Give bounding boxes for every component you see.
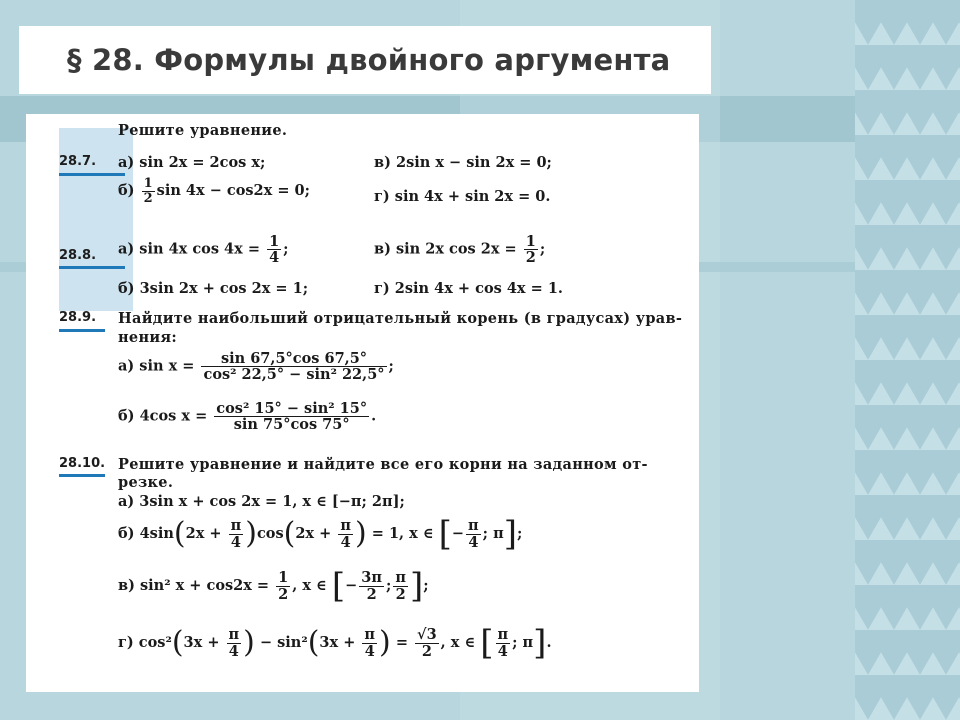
equation-part: в) sin² x + cos2x = — [118, 577, 270, 594]
equation-g: г) sin 4x + sin 2x = 0. — [374, 188, 551, 205]
problem-number: 28.8. — [59, 248, 97, 263]
equation-left: в) sin 2x cos 2x = — [374, 240, 517, 258]
problem-underline — [59, 474, 105, 477]
denominator: 4 — [362, 643, 377, 659]
equation-a: а) sin x = $\frac{\sin 67,5^\circ\cos 67,5^\circ}{\text{cos² 22,5° − sin² 22,5°}}$ ; — [118, 350, 394, 384]
denominator: 2 — [143, 190, 153, 206]
equation-part: − — [345, 577, 358, 594]
equation-part: 2x + — [185, 525, 222, 542]
equation-rest: sin 4x − cos2x = 0; — [156, 182, 310, 200]
equation-v: в) sin 2x cos 2x = $\frac{1}{2}$ ; — [374, 233, 546, 267]
equation-left: а) sin 4x cos 4x = — [118, 240, 260, 258]
denominator: 2 — [393, 586, 408, 602]
numerator: π — [230, 517, 242, 535]
problem-underline — [59, 266, 125, 269]
equation-part: = 1, x ∈ — [371, 525, 434, 542]
problem-underline — [59, 173, 125, 176]
denominator: 4 — [227, 643, 242, 659]
numerator: 1 — [269, 233, 280, 250]
numerator: π — [395, 569, 406, 587]
denominator: 4 — [466, 534, 481, 550]
item-label: б) — [118, 182, 135, 200]
equation-part: ; π — [512, 634, 534, 651]
equation-g: г) 2sin 4x + cos 4x = 1. — [374, 280, 563, 297]
textbook-page — [26, 114, 699, 692]
fraction — [227, 627, 242, 658]
equation-part: cos — [256, 525, 284, 542]
equation-part: 3x + — [319, 634, 356, 651]
equation-b: б) 3sin 2x + cos 2x = 1; — [118, 280, 309, 297]
numerator: π — [340, 517, 351, 535]
problem-text: резке. — [118, 474, 174, 491]
equation-v: в) 2sin x − sin 2x = 0; — [374, 154, 552, 171]
numerator: 1 — [143, 176, 153, 191]
fraction — [362, 627, 377, 658]
numerator: 3π — [361, 569, 382, 587]
fraction — [201, 351, 386, 382]
denominator: cos² 22,5° − sin² 22,5° — [203, 366, 385, 384]
denominator: 2 — [525, 249, 536, 267]
numerator: sin 67,5°cos 67,5° — [220, 350, 368, 367]
problem-intro: Решите уравнение. — [118, 122, 288, 139]
denominator: 2 — [415, 643, 439, 659]
numerator: cos² 15° − sin² 15° — [216, 400, 368, 417]
equation-part: г) cos² — [118, 634, 172, 651]
problem-underline — [59, 329, 105, 332]
page-title: § 28. Формулы двойного аргумента — [67, 43, 671, 77]
triangle-pattern — [855, 0, 960, 720]
fraction — [466, 518, 481, 549]
numerator: 1 — [525, 233, 536, 250]
problem-text: Найдите наибольший отрицательный корень (в градусах) урав- — [118, 310, 683, 327]
numerator: π — [497, 626, 509, 644]
equation-a: а) sin 4x cos 4x = $\frac{1}{4}$ ; — [118, 233, 289, 267]
fraction — [415, 627, 439, 658]
equation-part: = — [395, 634, 408, 651]
equation-part: 3x + — [183, 634, 220, 651]
numerator: π — [228, 626, 240, 644]
equation-part: 2x + — [295, 525, 332, 542]
equation-part: , x ∈ — [440, 634, 476, 651]
fraction — [276, 570, 290, 601]
numerator: 1 — [278, 569, 289, 587]
equation-a: а) sin 2x = 2cos x; — [118, 154, 266, 171]
numerator: √3 — [417, 626, 437, 644]
numerator: π — [364, 626, 376, 644]
denominator: 2 — [359, 586, 384, 602]
fraction — [338, 518, 353, 549]
problem-text: Решите уравнение и найдите все его корни на заданном от- — [118, 456, 648, 473]
equation-left: а) sin x = — [118, 357, 195, 375]
problem-text: нения: — [118, 329, 178, 346]
equation-part: б) 4sin — [118, 525, 174, 542]
fraction — [524, 234, 538, 265]
denominator: 4 — [496, 643, 511, 659]
denominator: sin 75°cos 75° — [214, 416, 369, 432]
denominator: 4 — [229, 534, 244, 550]
numerator: π — [468, 517, 479, 535]
equation-part: − — [451, 525, 465, 542]
equation-v: в) sin² x + cos2x = $\frac{1}{2}$ , x ∈ [− $\frac{3\pi}{2}$ ; $\frac{\pi}{2}$ ]; — [118, 566, 429, 606]
equation-left: б) 4cos x = — [118, 407, 208, 425]
equation-a: а) 3sin x + cos 2x = 1, x ∈ [−π; 2π]; — [118, 493, 405, 510]
equation-part: ; π — [482, 525, 504, 542]
denominator: 2 — [278, 585, 289, 603]
slide-header — [19, 26, 711, 94]
problem-number: 28.10. — [59, 456, 106, 471]
fraction — [496, 627, 511, 658]
problem-number: 28.9. — [59, 310, 97, 325]
equation-b — [118, 177, 310, 205]
fraction — [393, 570, 408, 601]
fraction — [142, 177, 155, 205]
denominator: 4 — [269, 249, 280, 267]
equation-part: − sin² — [259, 634, 308, 651]
equation-part: , x ∈ — [292, 577, 327, 594]
denominator: 4 — [338, 534, 353, 550]
problem-number: 28.7. — [59, 154, 97, 169]
fraction — [267, 234, 281, 265]
fraction — [214, 401, 369, 432]
equation-b: б) 4sin(2x + $\frac{\pi}{4}$ )cos(2x + $\frac{\pi}{4}$ ) = 1, x ∈ [− $\frac{\pi}{4}$ ; π]; — [118, 514, 523, 554]
fraction — [359, 570, 384, 601]
equation-g: г) cos²(3x + $\frac{\pi}{4}$ ) − sin²(3x + $\frac{\pi}{4}$ ) = $\frac{√3}{2}$ , x ∈ [ $\frac{\pi}{4}$ ; π]. — [118, 623, 552, 663]
fraction — [229, 518, 244, 549]
equation-b: б) 4cos x = $\frac{\text{cos² 15° − sin² 15°}}{\sin 75^\circ\cos 75^\circ}$ . — [118, 400, 377, 434]
